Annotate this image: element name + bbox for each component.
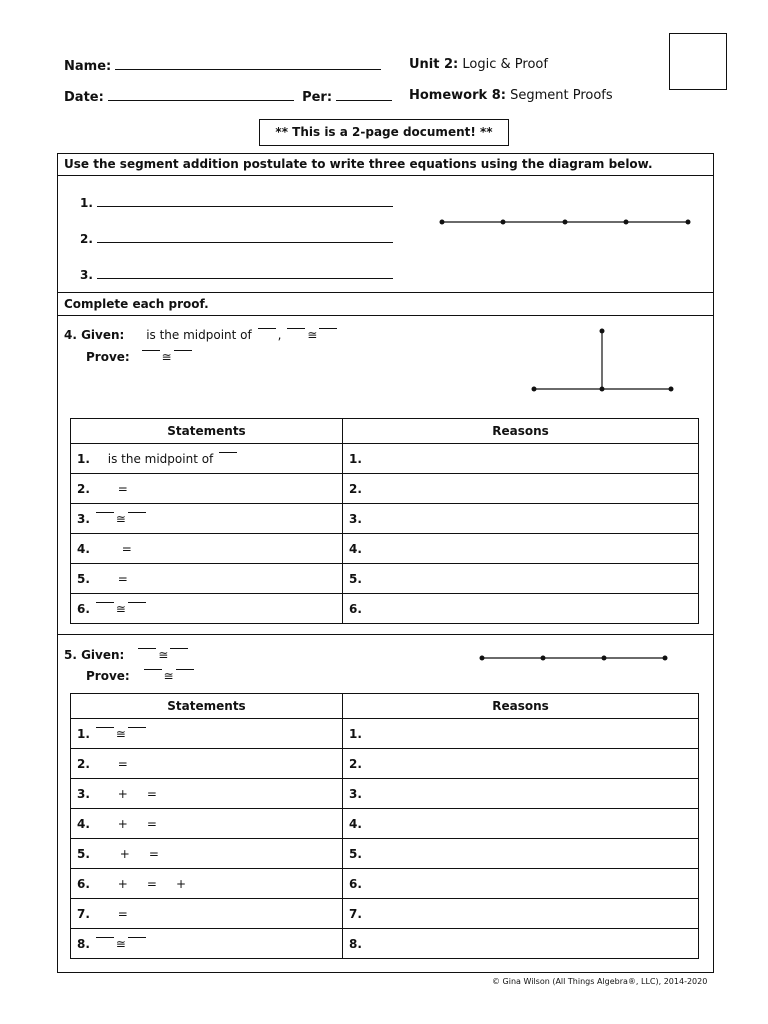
- statements-header: Statements: [71, 419, 343, 444]
- name-field[interactable]: [115, 57, 381, 70]
- prove-label: Prove:: [86, 669, 130, 683]
- per-field[interactable]: [336, 88, 392, 101]
- divider: [57, 292, 714, 293]
- proof5-prove: [86, 669, 196, 683]
- given-separator: ,: [277, 328, 282, 342]
- unit-row: [409, 57, 548, 72]
- proof4-prove: [86, 350, 194, 364]
- table-row: [71, 929, 699, 959]
- reason-cell[interactable]: 1.: [343, 444, 699, 474]
- table-row: [71, 749, 699, 779]
- statement-cell[interactable]: 5. =: [71, 564, 343, 594]
- point: [501, 220, 506, 225]
- point: [480, 656, 485, 661]
- table-row: [71, 474, 699, 504]
- section1-instruction: Use the segment addition postulate to write three equations using the diagram below.: [64, 157, 653, 171]
- point: [600, 329, 605, 334]
- unit-label: Unit 2:: [409, 57, 459, 72]
- reason-cell[interactable]: 1.: [343, 719, 699, 749]
- reason-cell[interactable]: 2.: [343, 474, 699, 504]
- statement-cell[interactable]: 7. =: [71, 899, 343, 929]
- congruent-symbol: ≅: [163, 669, 174, 683]
- per-label: Per:: [302, 90, 333, 105]
- proof4-table: [70, 418, 699, 624]
- statement-cell[interactable]: 1. ≅: [71, 719, 343, 749]
- divider: [57, 175, 714, 176]
- statement-cell[interactable]: 2. =: [71, 474, 343, 504]
- table-row: [71, 504, 699, 534]
- reason-cell[interactable]: 7.: [343, 899, 699, 929]
- name-label: Name:: [64, 59, 112, 74]
- reason-cell[interactable]: 3.: [343, 779, 699, 809]
- segment-diagram-3: [476, 648, 672, 668]
- statement-cell[interactable]: 2. =: [71, 749, 343, 779]
- reason-cell[interactable]: 5.: [343, 564, 699, 594]
- table-row: [71, 719, 699, 749]
- point: [541, 656, 546, 661]
- unit-value: Logic & Proof: [462, 57, 548, 72]
- statement-cell[interactable]: 8. ≅: [71, 929, 343, 959]
- table-row: [71, 534, 699, 564]
- proof4-given: [64, 328, 339, 342]
- name-row: [64, 57, 381, 74]
- statement-cell[interactable]: 4. + =: [71, 809, 343, 839]
- equation-line-1[interactable]: [80, 196, 393, 210]
- reason-cell[interactable]: 4.: [343, 809, 699, 839]
- equation-number: 1.: [80, 196, 93, 210]
- prove-label: Prove:: [86, 350, 130, 364]
- reason-cell[interactable]: 6.: [343, 869, 699, 899]
- statement-cell[interactable]: 4. =: [71, 534, 343, 564]
- statements-header: Statements: [71, 694, 343, 719]
- point: [686, 220, 691, 225]
- congruent-symbol: ≅: [158, 648, 169, 662]
- homework-label: Homework 8:: [409, 88, 506, 103]
- t-diagram: [528, 325, 678, 397]
- segment-diagram-1: [436, 212, 696, 232]
- equation-line-2[interactable]: [80, 232, 393, 246]
- table-row: [71, 594, 699, 624]
- reason-cell[interactable]: 2.: [343, 749, 699, 779]
- statement-cell[interactable]: 3. ≅: [71, 504, 343, 534]
- statement-cell[interactable]: 6. ≅: [71, 594, 343, 624]
- point: [624, 220, 629, 225]
- table-row: [71, 809, 699, 839]
- date-label: Date:: [64, 90, 104, 105]
- given-label: 5. Given:: [64, 648, 125, 662]
- homework-row: [409, 88, 613, 103]
- reason-cell[interactable]: 3.: [343, 504, 699, 534]
- point: [663, 656, 668, 661]
- equation-line-3[interactable]: [80, 268, 393, 282]
- given-label: 4. Given:: [64, 328, 125, 342]
- point: [563, 220, 568, 225]
- table-row: [71, 564, 699, 594]
- point: [669, 387, 674, 392]
- table-row: [71, 869, 699, 899]
- given-text: is the midpoint of: [146, 328, 252, 342]
- reason-cell[interactable]: 5.: [343, 839, 699, 869]
- congruent-symbol: ≅: [161, 350, 172, 364]
- table-row: [71, 899, 699, 929]
- equation-number: 2.: [80, 232, 93, 246]
- reasons-header: Reasons: [343, 694, 699, 719]
- table-row: [71, 779, 699, 809]
- reason-cell[interactable]: 8.: [343, 929, 699, 959]
- divider: [57, 315, 714, 316]
- statement-cell[interactable]: 3. + =: [71, 779, 343, 809]
- section2-title: Complete each proof.: [64, 297, 209, 311]
- table-row: [71, 839, 699, 869]
- statement-cell[interactable]: 5. + =: [71, 839, 343, 869]
- statement-cell[interactable]: 6. + = +: [71, 869, 343, 899]
- congruent-symbol: ≅: [307, 328, 318, 342]
- reasons-header: Reasons: [343, 419, 699, 444]
- reason-cell[interactable]: 4.: [343, 534, 699, 564]
- point: [602, 656, 607, 661]
- homework-value: Segment Proofs: [510, 88, 613, 103]
- point: [532, 387, 537, 392]
- proof5-given: [64, 648, 190, 662]
- score-box[interactable]: [669, 33, 727, 90]
- equation-number: 3.: [80, 268, 93, 282]
- point: [440, 220, 445, 225]
- proof5-table: [70, 693, 699, 959]
- table-row: [71, 444, 699, 474]
- statement-cell[interactable]: 1. is the midpoint of: [71, 444, 343, 474]
- date-field[interactable]: [108, 88, 294, 101]
- point: [600, 387, 605, 392]
- divider: [57, 634, 714, 635]
- date-row: [64, 88, 392, 105]
- two-page-note: ** This is a 2-page document! **: [259, 119, 509, 146]
- copyright-footer: © Gina Wilson (All Things Algebra®, LLC), 2014-2020: [492, 977, 708, 986]
- reason-cell[interactable]: 6.: [343, 594, 699, 624]
